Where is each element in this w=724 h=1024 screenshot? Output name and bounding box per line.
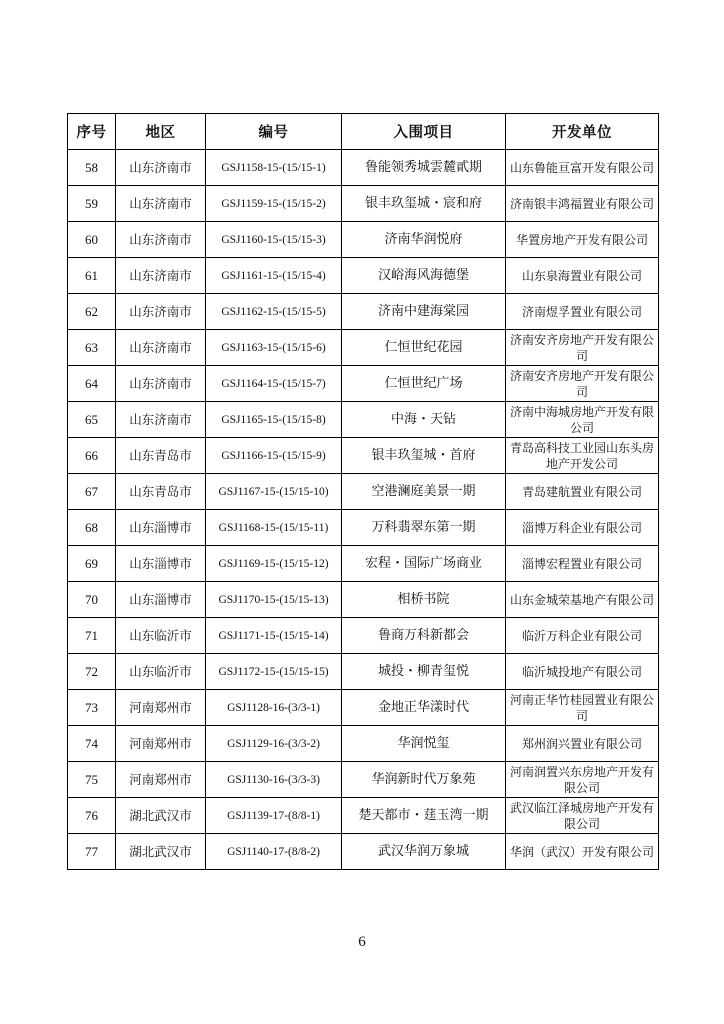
cell-region: 山东临沂市 [116, 654, 206, 690]
table-row [68, 654, 659, 690]
cell-developer: 山东泉海置业有限公司 [506, 258, 659, 294]
cell-seq: 73 [68, 690, 116, 726]
cell-code: GSJ1163-15-(15/15-6) [206, 330, 342, 366]
cell-project: 仁恒世纪花园 [342, 330, 506, 366]
cell-region: 山东济南市 [116, 150, 206, 186]
table-row [68, 186, 659, 222]
cell-region: 山东淄博市 [116, 582, 206, 618]
cell-region: 山东济南市 [116, 402, 206, 438]
cell-developer: 临沂城投地产有限公司 [506, 654, 659, 690]
cell-code: GSJ1166-15-(15/15-9) [206, 438, 342, 474]
cell-project: 汉峪海风海德堡 [342, 258, 506, 294]
cell-developer: 山东鲁能亘富开发有限公司 [506, 150, 659, 186]
cell-seq: 68 [68, 510, 116, 546]
cell-seq: 71 [68, 618, 116, 654]
cell-project: 相桥书院 [342, 582, 506, 618]
page-number: 6 [358, 934, 366, 950]
cell-seq: 59 [68, 186, 116, 222]
table-row [68, 690, 659, 726]
cell-developer: 华润（武汉）开发有限公司 [506, 834, 659, 870]
cell-region: 河南郑州市 [116, 690, 206, 726]
cell-developer: 华置房地产开发有限公司 [506, 222, 659, 258]
cell-code: GSJ1158-15-(15/15-1) [206, 150, 342, 186]
cell-code: GSJ1167-15-(15/15-10) [206, 474, 342, 510]
cell-seq: 63 [68, 330, 116, 366]
cell-seq: 62 [68, 294, 116, 330]
table-row [68, 330, 659, 366]
cell-project: 楚天都市・莛玉湾一期 [342, 798, 506, 834]
table-row [68, 294, 659, 330]
cell-region: 山东济南市 [116, 186, 206, 222]
cell-region: 山东淄博市 [116, 546, 206, 582]
cell-developer: 青岛建航置业有限公司 [506, 474, 659, 510]
table-header-row [68, 114, 659, 150]
cell-seq: 61 [68, 258, 116, 294]
cell-developer: 济南中海城房地产开发有限公司 [506, 402, 659, 438]
cell-project: 万科翡翠东第一期 [342, 510, 506, 546]
cell-seq: 74 [68, 726, 116, 762]
table-row [68, 546, 659, 582]
cell-region: 湖北武汉市 [116, 798, 206, 834]
cell-region: 山东青岛市 [116, 474, 206, 510]
cell-project: 银丰玖玺城・宸和府 [342, 186, 506, 222]
cell-code: GSJ1171-15-(15/15-14) [206, 618, 342, 654]
table-row [68, 438, 659, 474]
table-row [68, 582, 659, 618]
table-row [68, 834, 659, 870]
cell-developer: 淄博宏程置业有限公司 [506, 546, 659, 582]
cell-project: 仁恒世纪广场 [342, 366, 506, 402]
cell-code: GSJ1162-15-(15/15-5) [206, 294, 342, 330]
cell-code: GSJ1168-15-(15/15-11) [206, 510, 342, 546]
cell-region: 河南郑州市 [116, 726, 206, 762]
cell-developer: 山东金城荣基地产有限公司 [506, 582, 659, 618]
cell-code: GSJ1130-16-(3/3-3) [206, 762, 342, 798]
cell-project: 金地正华漾时代 [342, 690, 506, 726]
table-row [68, 618, 659, 654]
cell-code: GSJ1172-15-(15/15-15) [206, 654, 342, 690]
cell-project: 济南中建海棠园 [342, 294, 506, 330]
table-row [68, 222, 659, 258]
header-code: 编号 [206, 114, 342, 150]
cell-code: GSJ1128-16-(3/3-1) [206, 690, 342, 726]
table-row [68, 366, 659, 402]
cell-seq: 77 [68, 834, 116, 870]
cell-project: 银丰玖玺城・首府 [342, 438, 506, 474]
cell-region: 河南郑州市 [116, 762, 206, 798]
cell-developer: 武汉临江泽城房地产开发有限公司 [506, 798, 659, 834]
table-body [68, 150, 659, 870]
cell-seq: 65 [68, 402, 116, 438]
header-project: 入围项目 [342, 114, 506, 150]
cell-project: 城投・柳青玺悦 [342, 654, 506, 690]
cell-region: 山东济南市 [116, 294, 206, 330]
cell-code: GSJ1159-15-(15/15-2) [206, 186, 342, 222]
cell-seq: 72 [68, 654, 116, 690]
header-seq: 序号 [68, 114, 116, 150]
table-row [68, 510, 659, 546]
cell-developer: 青岛高科技工业园山东头房地产开发公司 [506, 438, 659, 474]
cell-region: 山东青岛市 [116, 438, 206, 474]
cell-seq: 75 [68, 762, 116, 798]
cell-code: GSJ1129-16-(3/3-2) [206, 726, 342, 762]
cell-region: 湖北武汉市 [116, 834, 206, 870]
cell-seq: 76 [68, 798, 116, 834]
table-row [68, 726, 659, 762]
table-row [68, 474, 659, 510]
cell-seq: 70 [68, 582, 116, 618]
table-row [68, 762, 659, 798]
table-row [68, 258, 659, 294]
cell-developer: 河南润置兴东房地产开发有限公司 [506, 762, 659, 798]
cell-seq: 64 [68, 366, 116, 402]
cell-project: 济南华润悦府 [342, 222, 506, 258]
table-row [68, 150, 659, 186]
cell-developer: 济南煜孚置业有限公司 [506, 294, 659, 330]
cell-code: GSJ1164-15-(15/15-7) [206, 366, 342, 402]
cell-region: 山东淄博市 [116, 510, 206, 546]
cell-seq: 69 [68, 546, 116, 582]
cell-seq: 60 [68, 222, 116, 258]
cell-developer: 临沂万科企业有限公司 [506, 618, 659, 654]
cell-project: 中海・天钻 [342, 402, 506, 438]
cell-code: GSJ1165-15-(15/15-8) [206, 402, 342, 438]
cell-code: GSJ1139-17-(8/8-1) [206, 798, 342, 834]
cell-code: GSJ1161-15-(15/15-4) [206, 258, 342, 294]
cell-seq: 67 [68, 474, 116, 510]
cell-developer: 济南银丰鸿福置业有限公司 [506, 186, 659, 222]
cell-developer: 济南安齐房地产开发有限公司 [506, 330, 659, 366]
cell-project: 武汉华润万象城 [342, 834, 506, 870]
table-row [68, 798, 659, 834]
cell-developer: 河南正华竹桂园置业有限公司 [506, 690, 659, 726]
cell-project: 华润新时代万象苑 [342, 762, 506, 798]
cell-developer: 郑州润兴置业有限公司 [506, 726, 659, 762]
cell-region: 山东济南市 [116, 366, 206, 402]
header-developer: 开发单位 [506, 114, 659, 150]
cell-project: 鲁能领秀城雲麓貳期 [342, 150, 506, 186]
table-row [68, 402, 659, 438]
cell-seq: 66 [68, 438, 116, 474]
cell-region: 山东济南市 [116, 222, 206, 258]
header-region: 地区 [116, 114, 206, 150]
cell-seq: 58 [68, 150, 116, 186]
cell-project: 华润悦玺 [342, 726, 506, 762]
project-table [67, 113, 659, 870]
cell-code: GSJ1169-15-(15/15-12) [206, 546, 342, 582]
cell-region: 山东济南市 [116, 258, 206, 294]
cell-project: 宏程・国际广场商业 [342, 546, 506, 582]
cell-code: GSJ1160-15-(15/15-3) [206, 222, 342, 258]
cell-project: 空港澜庭美景一期 [342, 474, 506, 510]
cell-developer: 济南安齐房地产开发有限公司 [506, 366, 659, 402]
cell-region: 山东临沂市 [116, 618, 206, 654]
cell-project: 鲁商万科新都会 [342, 618, 506, 654]
cell-code: GSJ1170-15-(15/15-13) [206, 582, 342, 618]
cell-developer: 淄博万科企业有限公司 [506, 510, 659, 546]
cell-code: GSJ1140-17-(8/8-2) [206, 834, 342, 870]
cell-region: 山东济南市 [116, 330, 206, 366]
